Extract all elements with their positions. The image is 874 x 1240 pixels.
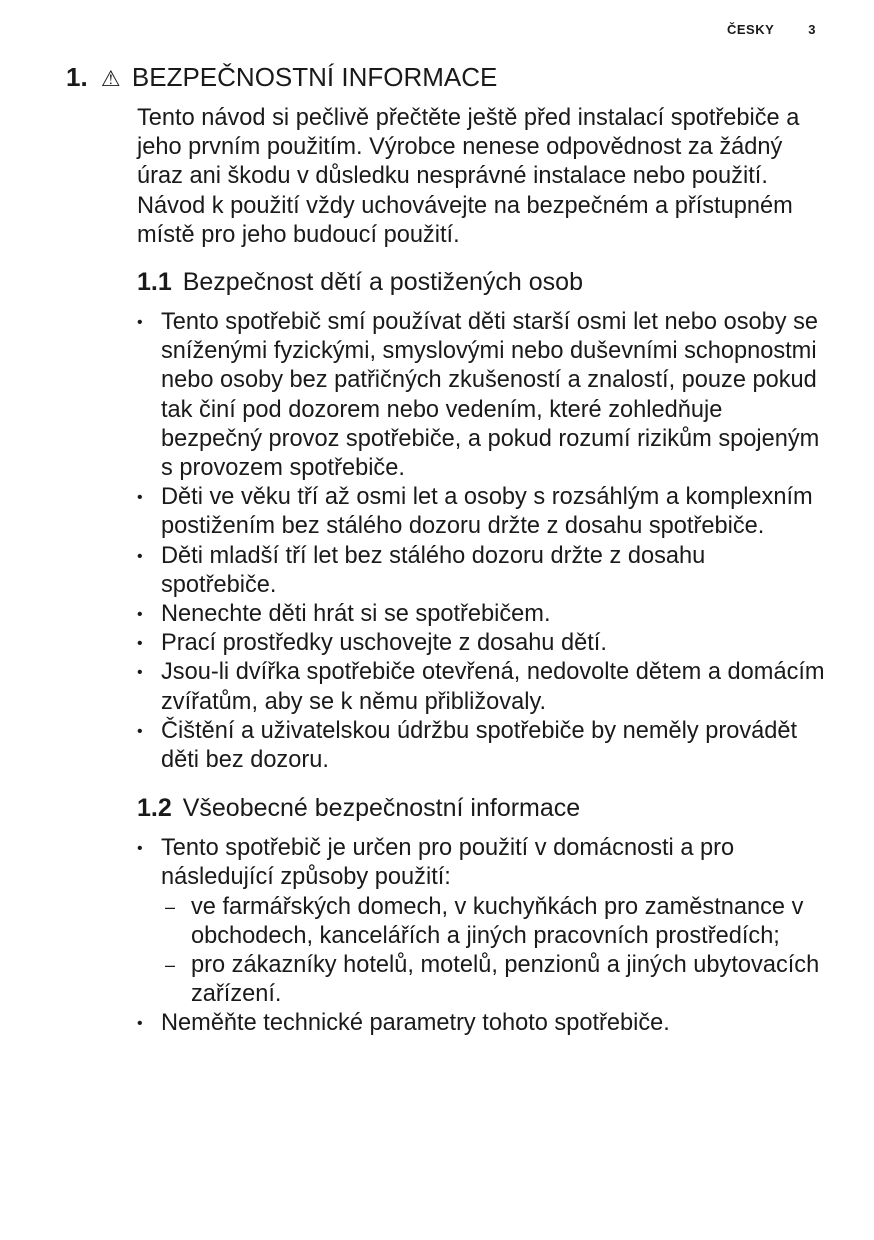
section-title-text: BEZPEČNOSTNÍ INFORMACE	[131, 62, 498, 92]
list-item: • Děti mladší tří let bez stálého dozoru držte z dosahu spotřebiče.	[137, 542, 827, 600]
list-item: • Prací prostředky uschovejte z dosahu dětí.	[137, 629, 827, 658]
list-item: • Nenechte děti hrát si se spotřebičem.	[137, 600, 827, 629]
warning-icon: ⚠	[100, 66, 121, 91]
subsection-title-1-1	[137, 267, 827, 297]
child-safety-list	[137, 308, 827, 775]
subsection-title-text: Bezpečnost dětí a postižených osob	[182, 268, 583, 297]
section-number: 1.	[66, 62, 88, 92]
page-header	[727, 22, 816, 37]
list-item: • Neměňte technické parametry tohoto spotřebiče.	[137, 1009, 827, 1038]
sublist-item: – pro zákazníky hotelů, motelů, penzionů a jiných ubytovacích zařízení.	[161, 951, 827, 1009]
section-title	[66, 62, 497, 93]
list-item	[137, 834, 827, 1009]
intro-paragraph: Tento návod si pečlivě přečtěte ještě před instalací spotřebiče a jeho prvním použitím. Výrobce nenese odpovědnost za žádný úraz ani škodu v důsledku nesprávné instalace nebo použití. Návod k použití vždy uchovávejte na bezpečném a přístupném místě pro jeho budoucí použití.	[137, 105, 800, 248]
page-content	[137, 104, 827, 1039]
subsection-title-text: Všeobecné bezpečnostní informace	[182, 794, 581, 823]
list-item-text: Tento spotřebič je určen pro použití v domácnosti a pro následující způsoby použití:	[161, 835, 735, 891]
general-safety-list	[137, 834, 827, 1038]
list-item: • Čištění a uživatelskou údržbu spotřebiče by neměly provádět děti bez dozoru.	[137, 717, 827, 775]
list-item: • Jsou-li dvířka spotřebiče otevřená, nedovolte dětem a domácím zvířatům, aby se k němu přibližovaly.	[137, 658, 827, 716]
page-number: 3	[808, 22, 816, 37]
usage-sublist	[161, 893, 827, 1010]
subsection-number: 1.2	[137, 794, 172, 823]
subsection-number: 1.1	[137, 268, 172, 297]
list-item: • Tento spotřebič smí používat děti starší osmi let nebo osoby se sníženými fyzickými, smyslovými nebo duševními schopnostmi nebo osoby bez patřičných zkušeností a znalostí, pouze pokud tak činí pod dozorem nebo vedením, které zohledňuje bezpečný provoz spotřebiče, a pokud rozumí rizikům spojeným s provozem spotřebiče.	[137, 308, 827, 483]
subsection-title-1-2	[137, 793, 827, 823]
language-label: ČESKY	[726, 22, 775, 37]
list-item: • Děti ve věku tří až osmi let a osoby s rozsáhlým a komplexním postižením bez stálého dozoru držte z dosahu spotřebiče.	[137, 483, 827, 541]
sublist-item: – ve farmářských domech, v kuchyňkách pro zaměstnance v obchodech, kancelářích a jiných pracovních prostředích;	[161, 893, 827, 951]
